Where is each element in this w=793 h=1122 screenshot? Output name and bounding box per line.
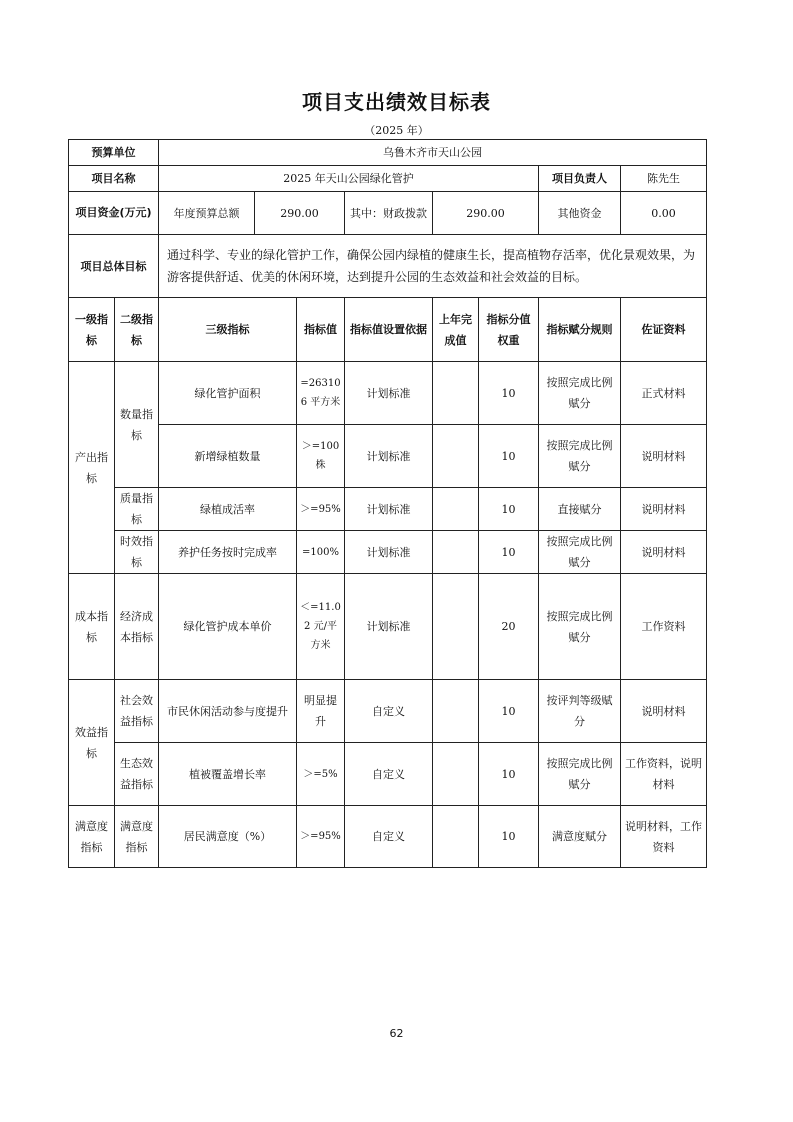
evidence-cell: 正式材料 [621,362,707,425]
level3-cell: 绿化管护成本单价 [159,574,297,680]
prev-cell [433,362,479,425]
level2-cell: 经济成本指标 [115,574,159,680]
budget-unit-label: 预算单位 [69,140,159,166]
level1-cell: 产出指标 [69,362,115,574]
value-cell: ＜=11.02 元/平方米 [297,574,345,680]
weight-cell: 10 [479,362,539,425]
prev-cell [433,531,479,574]
level2-cell: 数量指标 [115,362,159,488]
basis-cell: 自定义 [345,680,433,743]
indicator-row [69,425,707,488]
weight-cell: 10 [479,806,539,868]
indicator-header-row [69,298,707,362]
value-cell: ＞=95% [297,488,345,531]
header-level3: 三级指标 [159,298,297,362]
budget-unit-value: 乌鲁木齐市天山公园 [159,140,707,166]
overall-goal-label: 项目总体目标 [69,235,159,298]
prev-cell [433,680,479,743]
value-cell: 明显提升 [297,680,345,743]
value-cell: =263106 平方米 [297,362,345,425]
level3-cell: 新增绿植数量 [159,425,297,488]
evidence-cell: 说明材料 [621,531,707,574]
level3-cell: 绿化管护面积 [159,362,297,425]
rule-cell: 按照完成比例赋分 [539,362,621,425]
value-cell: ＞=95% [297,806,345,868]
project-funds-label: 项目资金(万元) [69,192,159,235]
project-name-value: 2025 年天山公园绿化管护 [159,166,539,192]
evidence-cell: 说明材料 [621,488,707,531]
level3-cell: 市民休闲活动参与度提升 [159,680,297,743]
basis-cell: 自定义 [345,743,433,806]
header-value: 指标值 [297,298,345,362]
level1-cell: 成本指标 [69,574,115,680]
header-level1: 一级指标 [69,298,115,362]
basis-cell: 计划标准 [345,488,433,531]
basis-cell: 计划标准 [345,362,433,425]
prev-cell [433,574,479,680]
fiscal-allocation-value: 290.00 [433,192,539,235]
evidence-cell: 工作资料 [621,574,707,680]
value-cell: ＞=100 株 [297,425,345,488]
evidence-cell: 工作资料，说明材料 [621,743,707,806]
other-funds-value: 0.00 [621,192,707,235]
level1-cell: 效益指标 [69,680,115,806]
evidence-cell: 说明材料，工作资料 [621,806,707,868]
project-leader-value: 陈先生 [621,166,707,192]
performance-target-table [68,139,707,868]
level3-cell: 养护任务按时完成率 [159,531,297,574]
document-year: （2025 年） [364,124,429,137]
overall-goal-row [69,235,707,298]
rule-cell: 按照完成比例赋分 [539,425,621,488]
header-basis: 指标值设置依据 [345,298,433,362]
indicator-row [69,531,707,574]
prev-cell [433,488,479,531]
indicator-row [69,574,707,680]
level3-cell: 居民满意度（%） [159,806,297,868]
weight-cell: 10 [479,425,539,488]
rule-cell: 直接赋分 [539,488,621,531]
level2-cell: 社会效益指标 [115,680,159,743]
indicator-row [69,362,707,425]
annual-budget-value: 290.00 [255,192,345,235]
project-name-row [69,166,707,192]
level3-cell: 绿植成活率 [159,488,297,531]
annual-budget-label: 年度预算总额 [159,192,255,235]
fiscal-allocation-label: 其中：财政拨款 [345,192,433,235]
header-level2: 二级指标 [115,298,159,362]
value-cell: ＞=5% [297,743,345,806]
weight-cell: 10 [479,680,539,743]
basis-cell: 计划标准 [345,574,433,680]
prev-cell [433,806,479,868]
rule-cell: 按照完成比例赋分 [539,531,621,574]
overall-goal-text: 通过科学、专业的绿化管护工作，确保公园内绿植的健康生长，提高植物存活率，优化景观效果，为游客提供舒适、优美的休闲环境，达到提升公园的生态效益和社会效益的目标。 [159,235,707,298]
budget-unit-row [69,140,707,166]
indicator-row [69,743,707,806]
level2-cell: 生态效益指标 [115,743,159,806]
weight-cell: 10 [479,743,539,806]
project-funds-row [69,192,707,235]
prev-cell [433,743,479,806]
level2-cell: 时效指标 [115,531,159,574]
indicator-row [69,806,707,868]
indicator-row [69,680,707,743]
weight-cell: 10 [479,531,539,574]
weight-cell: 20 [479,574,539,680]
project-name-label: 项目名称 [69,166,159,192]
basis-cell: 计划标准 [345,531,433,574]
weight-cell: 10 [479,488,539,531]
level1-cell: 满意度指标 [69,806,115,868]
rule-cell: 按照完成比例赋分 [539,743,621,806]
rule-cell: 按照完成比例赋分 [539,574,621,680]
level2-cell: 质量指标 [115,488,159,531]
project-leader-label: 项目负责人 [539,166,621,192]
evidence-cell: 说明材料 [621,680,707,743]
rule-cell: 满意度赋分 [539,806,621,868]
indicator-row [69,488,707,531]
page-number: 62 [389,1027,404,1040]
prev-cell [433,425,479,488]
value-cell: =100% [297,531,345,574]
document-title: 项目支出绩效目标表 [302,90,491,114]
header-evidence: 佐证资料 [621,298,707,362]
basis-cell: 计划标准 [345,425,433,488]
header-rule: 指标赋分规则 [539,298,621,362]
evidence-cell: 说明材料 [621,425,707,488]
level3-cell: 植被覆盖增长率 [159,743,297,806]
header-prev: 上年完成值 [433,298,479,362]
rule-cell: 按评判等级赋分 [539,680,621,743]
basis-cell: 自定义 [345,806,433,868]
header-weight: 指标分值权重 [479,298,539,362]
level2-cell: 满意度指标 [115,806,159,868]
other-funds-label: 其他资金 [539,192,621,235]
